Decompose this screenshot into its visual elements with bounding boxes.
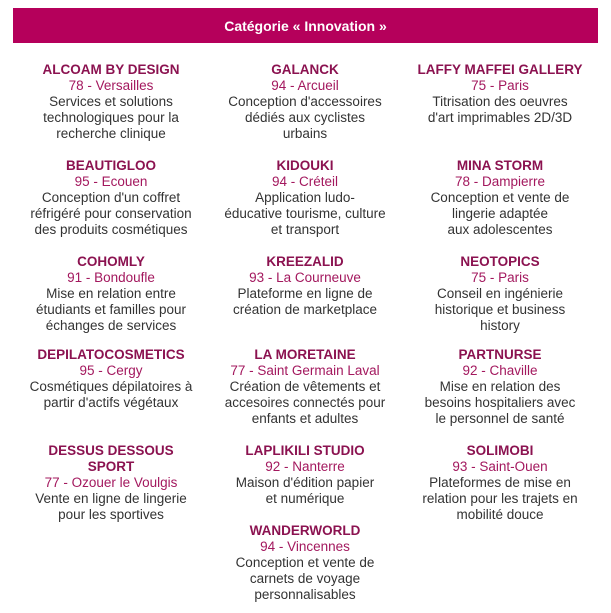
company-description-line: relation pour les trajets en <box>422 491 578 506</box>
company-description-line: et numérique <box>265 491 345 506</box>
company-name: SOLIMOBI <box>466 443 534 458</box>
company-name: LAFFY MAFFEI GALLERY <box>417 62 583 77</box>
company-location: 78 - Dampierre <box>454 174 546 189</box>
company-description-line: personnalisables <box>254 587 356 602</box>
company-description-line: partir d'actifs végétaux <box>43 395 179 410</box>
company-name: KIDOUKI <box>276 158 334 173</box>
company-description-line: d'art imprimables 2D/3D <box>427 110 573 125</box>
company-name: KREEZALID <box>266 254 344 269</box>
company-description-line: Services et solutions <box>49 94 173 109</box>
company-location: 94 - Vincennes <box>260 539 350 554</box>
company-description-line: création de marketplace <box>232 302 378 317</box>
laureate-entry <box>402 62 598 126</box>
company-description-line: lingerie adaptée <box>451 206 549 221</box>
company-description-line: history <box>480 318 520 333</box>
company-description-line: Mise en relation des <box>439 379 561 394</box>
company-name: MINA STORM <box>456 158 544 173</box>
company-location: 77 - Ozouer le Voulgis <box>44 475 178 490</box>
company-description-line: enfants et adultes <box>251 411 359 426</box>
company-location: 92 - Chaville <box>462 363 538 378</box>
company-description-line: Conception et vente de <box>430 190 570 205</box>
company-description-line: accesoires connectés pour <box>224 395 386 410</box>
laureates-grid <box>13 0 598 613</box>
laureate-entry <box>207 158 403 238</box>
company-name: BEAUTIGLOO <box>66 158 156 173</box>
company-description-line: Titrisation des oeuvres <box>432 94 568 109</box>
company-name: DESSUS DESSOUS SPORT <box>48 443 174 474</box>
company-location: 77 - Saint Germain Laval <box>230 363 380 378</box>
company-description-line: technologiques pour la <box>43 110 179 125</box>
company-location: 75 - Paris <box>471 78 529 93</box>
laureate-entry <box>402 158 598 238</box>
company-description-line: et transport <box>270 222 340 237</box>
company-description-line: urbains <box>282 126 328 141</box>
company-description-line: éducative tourisme, culture <box>224 206 386 221</box>
company-location: 93 - La Courneuve <box>249 270 361 285</box>
laureate-entry <box>402 443 598 523</box>
company-name: NEOTOPICS <box>460 254 540 269</box>
company-location: 75 - Paris <box>471 270 529 285</box>
company-description-line: le personnel de santé <box>435 411 565 426</box>
company-description-line: réfrigéré pour conservation <box>30 206 192 221</box>
company-name: PARTNURSE <box>458 347 542 362</box>
company-description-line: besoins hospitaliers avec <box>424 395 576 410</box>
company-location: 95 - Ecouen <box>74 174 148 189</box>
company-description-line: Conception d'accessoires <box>228 94 382 109</box>
company-description-line: Mise en relation entre <box>46 286 176 301</box>
laureate-entry <box>207 62 403 142</box>
company-name: LAPLIKILI STUDIO <box>245 443 365 458</box>
company-description-line: Conseil en ingénierie <box>436 286 564 301</box>
laureate-entry <box>13 158 209 238</box>
company-description-line: Plateformes de mise en <box>429 475 571 490</box>
company-description-line: recherche clinique <box>56 126 166 141</box>
company-description-line: Vente en ligne de lingerie <box>35 491 187 506</box>
laureate-entry <box>13 347 209 411</box>
company-location: 91 - Bondoufle <box>67 270 155 285</box>
company-location: 94 - Créteil <box>271 174 339 189</box>
laureate-entry <box>13 254 209 334</box>
company-description-line: échanges de services <box>45 318 177 333</box>
company-description-line: Cosmétiques dépilatoires à <box>29 379 193 394</box>
laureate-entry <box>402 254 598 334</box>
company-location: 94 - Arcueil <box>271 78 339 93</box>
company-description-line: pour les sportives <box>58 507 164 522</box>
company-location: 93 - Saint-Ouen <box>452 459 548 474</box>
company-location: 95 - Cergy <box>79 363 143 378</box>
company-description-line: aux adolescentes <box>447 222 553 237</box>
laureate-entry <box>402 347 598 427</box>
company-description-line: étudiants et familles pour <box>35 302 187 317</box>
company-description-line: Conception et vente de <box>235 555 375 570</box>
laureate-entry <box>207 443 403 507</box>
company-name: DEPILATOCOSMETICS <box>37 347 185 362</box>
company-location: 78 - Versailles <box>68 78 154 93</box>
company-description-line: Conception d'un coffret <box>41 190 181 205</box>
company-description-line: Création de vêtements et <box>229 379 381 394</box>
company-description-line: historique et business <box>434 302 566 317</box>
category-title: Catégorie « Innovation » <box>224 17 387 34</box>
laureate-entry <box>13 62 209 142</box>
company-description-line: des produits cosmétiques <box>34 222 188 237</box>
company-description-line: Application ludo- <box>255 190 355 205</box>
laureate-entry <box>13 443 209 523</box>
company-name: LA MORETAINE <box>254 347 356 362</box>
company-name: GALANCK <box>271 62 339 77</box>
laureate-entry <box>207 254 403 318</box>
company-description-line: Maison d'édition papier <box>235 475 375 490</box>
company-name: COHOMLY <box>77 254 145 269</box>
company-description-line: mobilité douce <box>456 507 544 522</box>
company-description-line: dédiés aux cyclistes <box>244 110 366 125</box>
laureate-entry <box>207 347 403 427</box>
company-description-line: carnets de voyage <box>249 571 361 586</box>
company-description-line: Plateforme en ligne de <box>237 286 373 301</box>
laureate-entry <box>207 523 403 603</box>
company-name: ALCOAM BY DESIGN <box>42 62 180 77</box>
company-name: WANDERWORLD <box>249 523 361 538</box>
company-location: 92 - Nanterre <box>265 459 345 474</box>
